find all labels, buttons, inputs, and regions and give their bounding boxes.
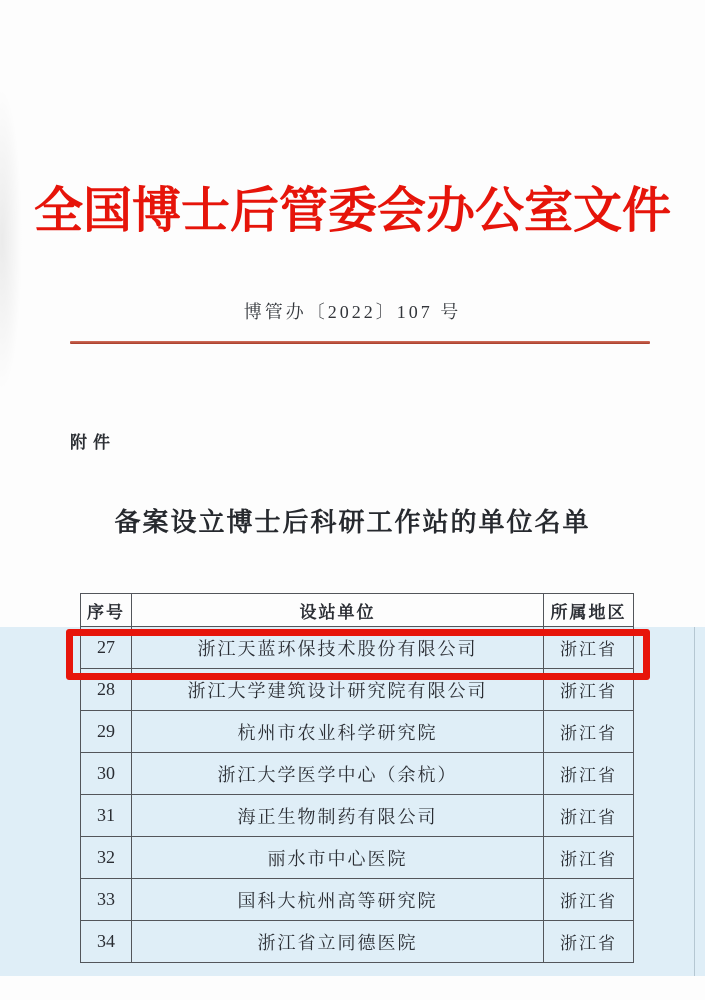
table-row — [81, 753, 634, 795]
cell-region: 浙江省 — [544, 627, 634, 669]
cell-region: 浙江省 — [544, 753, 634, 795]
table-row — [81, 795, 634, 837]
cell-station-unit: 浙江大学医学中心（余杭） — [132, 753, 544, 795]
cell-serial-no: 31 — [81, 795, 132, 837]
cell-region: 浙江省 — [544, 921, 634, 963]
red-divider-rule — [70, 341, 650, 344]
table-body — [81, 627, 634, 963]
cell-region: 浙江省 — [544, 879, 634, 921]
cell-region: 浙江省 — [544, 795, 634, 837]
cell-station-unit: 杭州市农业科学研究院 — [132, 711, 544, 753]
table-row-highlighted — [81, 627, 634, 669]
cell-station-unit: 浙江大学建筑设计研究院有限公司 — [132, 669, 544, 711]
cell-region: 浙江省 — [544, 669, 634, 711]
cell-serial-no: 28 — [81, 669, 132, 711]
table-row — [81, 669, 634, 711]
table-row — [81, 837, 634, 879]
cell-station-unit: 海正生物制药有限公司 — [132, 795, 544, 837]
cell-serial-no: 34 — [81, 921, 132, 963]
header-region: 所属地区 — [544, 594, 634, 627]
cell-station-unit: 浙江省立同德医院 — [132, 921, 544, 963]
cell-station-unit: 丽水市中心医院 — [132, 837, 544, 879]
cell-serial-no: 29 — [81, 711, 132, 753]
header-serial-no: 序号 — [81, 594, 132, 627]
cell-serial-no: 30 — [81, 753, 132, 795]
table-row — [81, 921, 634, 963]
document-number: 博管办〔2022〕107 号 — [243, 302, 462, 322]
cell-region: 浙江省 — [544, 711, 634, 753]
table-row — [81, 711, 634, 753]
header-station-unit: 设站单位 — [132, 594, 544, 627]
table-header-row — [81, 594, 634, 627]
cell-station-unit: 国科大杭州高等研究院 — [132, 879, 544, 921]
cell-serial-no: 27 — [81, 627, 132, 669]
cell-station-unit: 浙江天蓝环保技术股份有限公司 — [132, 627, 544, 669]
cell-serial-no: 33 — [81, 879, 132, 921]
cell-serial-no: 32 — [81, 837, 132, 879]
workstation-roster-table — [80, 593, 634, 963]
document-title: 全国博士后管委会办公室文件 — [33, 183, 671, 238]
cell-region: 浙江省 — [544, 837, 634, 879]
attachment-label: 附件 — [70, 433, 116, 452]
page-edge-line — [694, 627, 695, 976]
table-row — [81, 879, 634, 921]
section-title: 备案设立博士后科研工作站的单位名单 — [114, 507, 591, 537]
